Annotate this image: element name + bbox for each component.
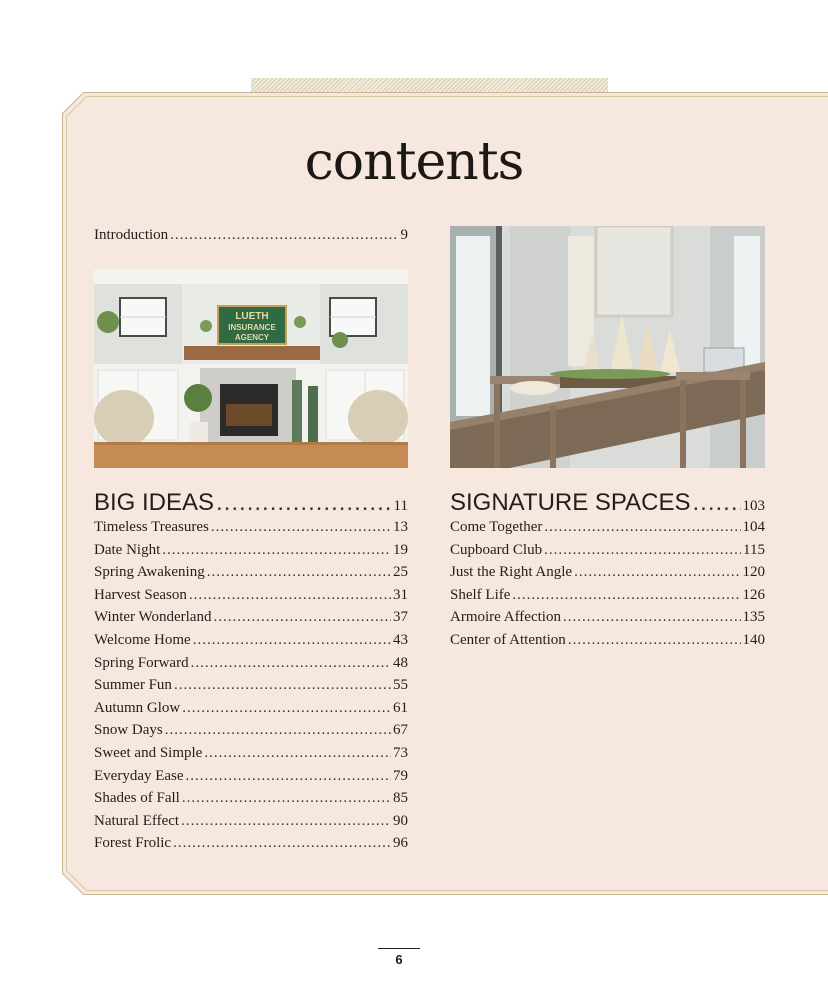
toc-entry-label: Cupboard Club bbox=[450, 541, 543, 558]
leader-dots bbox=[693, 489, 741, 517]
leader-dots bbox=[207, 564, 391, 581]
toc-entry[interactable] bbox=[450, 587, 765, 604]
toc-entry-page: 140 bbox=[742, 632, 765, 648]
fireplace-living-room-photo bbox=[94, 270, 408, 468]
leader-dots bbox=[544, 519, 740, 536]
leader-dots bbox=[165, 722, 391, 739]
toc-entry-label: Welcome Home bbox=[94, 632, 191, 648]
toc-entry-page: 120 bbox=[742, 564, 765, 581]
leader-dots bbox=[182, 790, 391, 807]
leader-dots bbox=[162, 542, 391, 559]
toc-entry-label: Center of Attention bbox=[450, 632, 566, 648]
toc-entry-page: 61 bbox=[393, 699, 408, 716]
toc-entry-label: Just the Right Angle bbox=[450, 564, 573, 581]
toc-entry-page: 55 bbox=[393, 677, 408, 694]
section-heading[interactable] bbox=[450, 489, 765, 517]
toc-entry-label: Forest Frolic bbox=[94, 835, 172, 852]
leader-dots bbox=[512, 587, 740, 604]
toc-entry[interactable] bbox=[450, 632, 765, 649]
section-heading-label: BIG IDEAS bbox=[94, 489, 215, 516]
toc-entry-page: 115 bbox=[743, 541, 765, 558]
dining-table-photo bbox=[450, 226, 765, 468]
toc-entry-page: 19 bbox=[393, 541, 408, 558]
toc-entry-label: Shades of Fall bbox=[94, 790, 180, 807]
sign-text-line-3: AGENCY bbox=[234, 333, 270, 342]
section-heading[interactable] bbox=[94, 489, 408, 517]
folio-rule bbox=[378, 948, 420, 949]
toc-entry[interactable] bbox=[450, 519, 765, 536]
toc-entry[interactable] bbox=[94, 677, 408, 694]
toc-entry[interactable] bbox=[94, 609, 408, 626]
toc-entry-label: Introduction bbox=[94, 227, 169, 243]
leader-dots bbox=[174, 677, 391, 694]
toc-entry[interactable] bbox=[94, 813, 408, 830]
toc-entry[interactable] bbox=[450, 609, 765, 626]
page-number: 6 bbox=[395, 952, 403, 967]
section-heading-page: 11 bbox=[393, 498, 408, 514]
leader-dots bbox=[211, 519, 391, 536]
toc-entry-label: Winter Wonderland bbox=[94, 609, 212, 626]
toc-entry[interactable] bbox=[94, 655, 408, 672]
toc-entry-label: Harvest Season bbox=[94, 586, 187, 603]
toc-entry-label: Autumn Glow bbox=[94, 699, 181, 716]
toc-entry-page: 79 bbox=[393, 767, 408, 784]
toc-entry-label: Everyday Ease bbox=[94, 767, 184, 784]
leader-dots bbox=[563, 609, 741, 626]
section-heading-label: SIGNATURE SPACES bbox=[450, 489, 691, 516]
toc-entry-page: 96 bbox=[393, 835, 408, 852]
toc-entry-page: 9 bbox=[400, 227, 408, 243]
toc-entry-label: Timeless Treasures bbox=[94, 519, 209, 535]
toc-entry-page: 13 bbox=[393, 519, 408, 535]
toc-entry-page: 37 bbox=[393, 609, 408, 626]
leader-dots bbox=[544, 542, 741, 559]
leader-dots bbox=[193, 632, 391, 649]
toc-entry-label: Shelf Life bbox=[450, 586, 511, 603]
toc-entry-page: 85 bbox=[393, 790, 408, 807]
toc-entry[interactable] bbox=[94, 722, 408, 739]
toc-entry-page: 90 bbox=[393, 812, 408, 829]
decorative-tab-stripe bbox=[251, 78, 608, 94]
toc-entry-page: 25 bbox=[393, 564, 408, 581]
toc-entry-introduction[interactable] bbox=[94, 227, 408, 244]
leader-dots bbox=[182, 700, 391, 717]
leader-dots bbox=[189, 587, 391, 604]
toc-entry[interactable] bbox=[94, 587, 408, 604]
leader-dots bbox=[181, 813, 391, 830]
page-title: contents bbox=[304, 132, 524, 192]
toc-entry-label: Date Night bbox=[94, 541, 161, 558]
toc-entry-label: Snow Days bbox=[94, 722, 163, 739]
leader-dots bbox=[170, 227, 398, 244]
toc-entry-page: 48 bbox=[393, 654, 408, 671]
leader-dots bbox=[213, 609, 391, 626]
leader-dots bbox=[574, 564, 740, 581]
toc-entry[interactable] bbox=[94, 564, 408, 581]
leader-dots bbox=[173, 835, 391, 852]
toc-entry-label: Sweet and Simple bbox=[94, 745, 203, 761]
leader-dots bbox=[191, 655, 391, 672]
toc-entry[interactable] bbox=[94, 745, 408, 762]
toc-entry-page: 73 bbox=[393, 745, 408, 761]
toc-entry[interactable] bbox=[450, 542, 765, 559]
sign-text-line-2: INSURANCE bbox=[228, 323, 276, 332]
toc-entry-page: 135 bbox=[742, 609, 765, 626]
toc-entry[interactable] bbox=[94, 519, 408, 536]
toc-entry-page: 67 bbox=[393, 722, 408, 739]
toc-entry[interactable] bbox=[450, 564, 765, 581]
toc-entry-page: 31 bbox=[393, 586, 408, 603]
toc-entry[interactable] bbox=[94, 835, 408, 852]
toc-entry[interactable] bbox=[94, 542, 408, 559]
toc-entry-label: Spring Awakening bbox=[94, 564, 205, 581]
toc-entry-page: 43 bbox=[393, 632, 408, 648]
toc-entry-label: Come Together bbox=[450, 519, 543, 535]
toc-entry-page: 104 bbox=[742, 519, 765, 535]
toc-entry[interactable] bbox=[94, 790, 408, 807]
leader-dots bbox=[216, 489, 392, 517]
section-heading-page: 103 bbox=[742, 498, 765, 514]
leader-dots bbox=[568, 632, 741, 649]
toc-entry[interactable] bbox=[94, 700, 408, 717]
leader-dots bbox=[186, 768, 391, 785]
toc-entry-label: Spring Forward bbox=[94, 654, 189, 671]
toc-entry-label: Natural Effect bbox=[94, 812, 180, 829]
toc-entry-label: Summer Fun bbox=[94, 677, 172, 694]
toc-entry[interactable] bbox=[94, 632, 408, 649]
leader-dots bbox=[204, 745, 391, 762]
toc-entry-page: 126 bbox=[742, 586, 765, 603]
sign-text-line-1: LUETH bbox=[235, 311, 269, 322]
toc-entry-label: Armoire Affection bbox=[450, 609, 561, 626]
toc-entry[interactable] bbox=[94, 768, 408, 785]
